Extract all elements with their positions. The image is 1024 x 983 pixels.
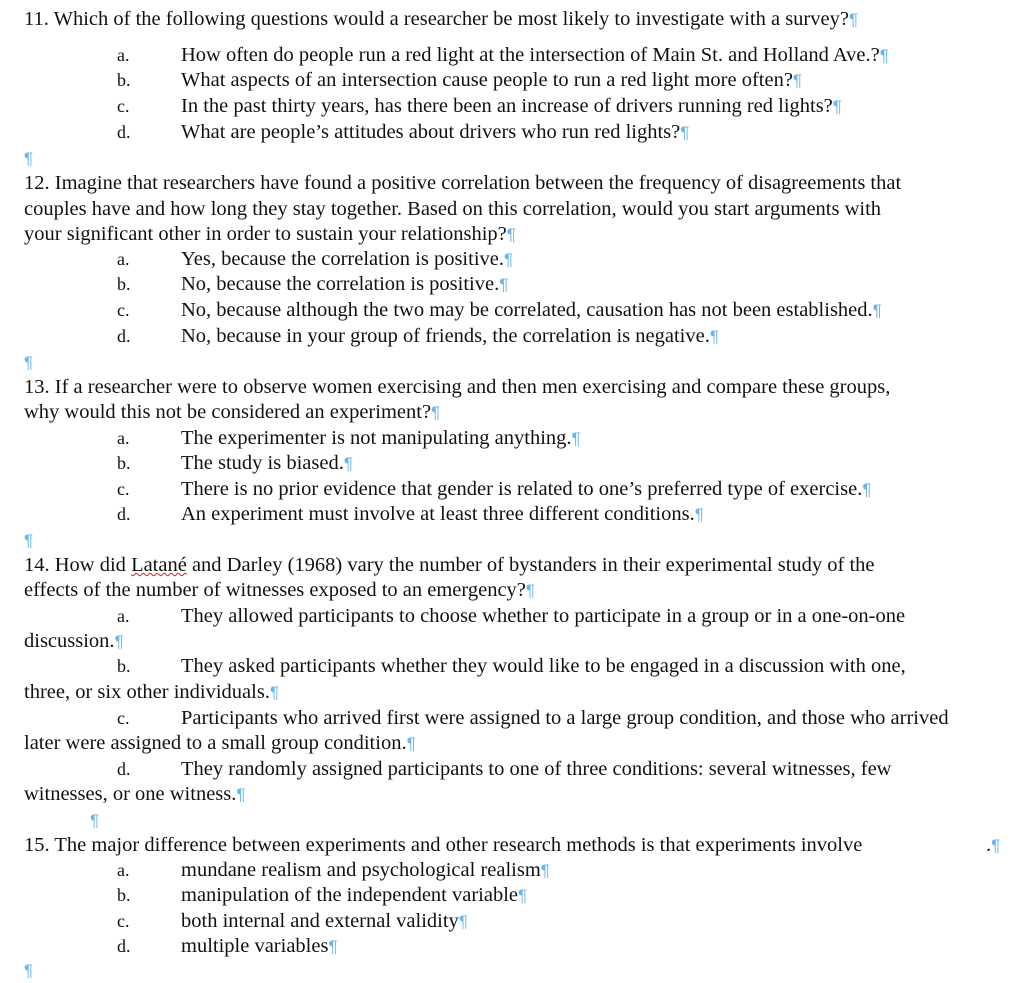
question-14-option-c-cont: later were assigned to a small group condition.¶ — [24, 732, 416, 754]
misspelled-word: Latané — [131, 554, 187, 576]
document-page: 11. Which of the following questions would a researcher be most likely to investigate with a survey?¶ a. How often do people run a red light at the intersection of Main St. and Holland Ave.?¶ b. What aspects of an intersection cause people to run a red light more often?¶ c. In the past thirty years, has there been an increase of drivers running red lights?¶ d. What are people’s attitudes about drivers who run red lights?¶ ¶ 12. Imagine that researchers have found a positive correlation between the frequency of disagreements that couples have and how long they stay together. Based on this correlation, would you start arguments with your significant other in order to sustain your relationship?¶ a. Yes, because the correlation is positive.¶ b. No, because the correlation is positive.¶ c. No, because although the two may be correlated, causation has not been established.¶ d. No, because in your group of friends, the correlation is negative.¶ ¶ 13. If a researcher were to observe women exercising and then men exercising and compare these groups, why would this not be considered an experiment?¶ a. The experimenter is not manipulating anything.¶ b. The study is biased.¶ c. There is no prior evidence that gender is related to one’s preferred type of exercise.¶ d. An experiment must involve at least three different conditions.¶ ¶ 14. How did Latané and Darley (1968) vary the number of bystanders in their experimental study of the effects of the number of witnesses exposed to an emergency?¶ a. They allowed participants to choose whether to participate in a group or in a one-on-one discussion.¶ b. They asked participants whether they would like to be engaged in a discussion with one, three, or six other individuals.¶ c. Participants who arrived first were assigned to a large group condition, and those who arrived later were assigned to a small group condition.¶ d. They randomly assigned participants to one of three conditions: several witnesses, few witnesses, or one witness.¶ ¶ 15. The major difference between experiments and other research methods is that experiments involve .¶ a. mundane realism and psychological realism¶ b. manipulation of the independent variable¶ c. both internal and external validity¶ d. multiple variables¶ ¶ — [0, 0, 1024, 972]
question-14-option-b-cont: three, or six other individuals.¶ — [24, 681, 280, 703]
question-11-text: 11. Which of the following questions would a researcher be most likely to investigate with a survey?¶ — [24, 8, 859, 30]
question-15-text: 15. The major difference between experiments and other research methods is that experiments involve — [24, 834, 863, 856]
question-14-option-a-cont: discussion.¶ — [24, 630, 124, 652]
question-14-text-line-1: 14. How did Latané and Darley (1968) vary the number of bystanders in their experimental study of the — [24, 554, 875, 576]
question-13-text-line-2: why would this not be considered an experiment?¶ — [24, 401, 441, 423]
question-15-blank-end: .¶ — [986, 834, 1001, 856]
paragraph-mark: ¶ — [24, 353, 34, 372]
question-12-text-line-1: 12. Imagine that researchers have found a positive correlation between the frequency of disagreements that — [24, 172, 902, 194]
question-12-text-line-3: your significant other in order to sustain your relationship?¶ — [24, 223, 516, 245]
paragraph-mark: ¶ — [24, 149, 34, 168]
question-14-option-d-cont: witnesses, or one witness.¶ — [24, 783, 246, 805]
paragraph-mark: ¶ — [90, 811, 100, 830]
paragraph-mark: ¶ — [24, 961, 34, 980]
question-13-text-line-1: 13. If a researcher were to observe women exercising and then men exercising and compare these groups, — [24, 376, 891, 398]
question-14-text-line-2: effects of the number of witnesses exposed to an emergency?¶ — [24, 579, 536, 601]
paragraph-mark: ¶ — [24, 531, 34, 550]
question-12-text-line-2: couples have and how long they stay together. Based on this correlation, would you start arguments with — [24, 198, 882, 220]
